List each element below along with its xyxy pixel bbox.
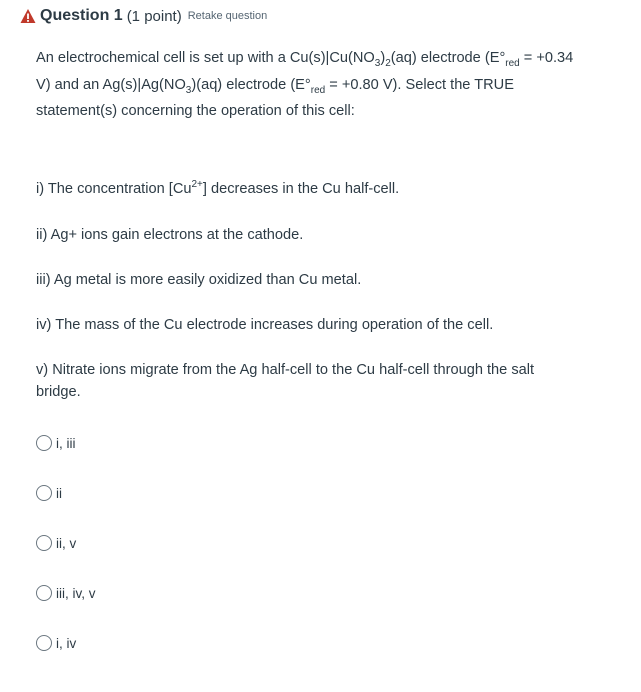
answer-option-2[interactable]	[36, 483, 62, 503]
answer-option-4[interactable]	[36, 583, 96, 603]
stem-line-1: An electrochemical cell is set up with a $Cu(s)|Cu(NO_3)_2(aq)$ electrode ($E^\circ_{red} = +0.34$	[36, 50, 574, 69]
radio-button[interactable]	[36, 485, 52, 501]
option-label: i, iii	[56, 435, 76, 451]
answer-option-1[interactable]	[36, 433, 76, 453]
stem-line-2: V) and an $Ag(s)|Ag(NO_3)(aq)$ electrode ($E^\circ_{red} = +0.80$ V). Select the TRUE	[36, 76, 514, 96]
statement-i: i) The concentration $[Cu^{2+}]$ decreases in the Cu half-cell.	[36, 179, 400, 197]
option-label: iii, iv, v	[56, 585, 96, 601]
radio-button[interactable]	[36, 635, 52, 651]
statement-ii: ii) Ag+ ions gain electrons at the cathode.	[36, 227, 304, 243]
option-label: ii	[56, 485, 62, 501]
statement-iii: iii) Ag metal is more easily oxidized than Cu metal.	[36, 272, 362, 288]
question-points: (1 point)	[126, 7, 182, 25]
question-header	[20, 6, 267, 26]
radio-button[interactable]	[36, 585, 52, 601]
option-label: i, iv	[56, 635, 77, 651]
answer-option-5[interactable]	[36, 633, 76, 653]
radio-button[interactable]	[36, 435, 52, 451]
stem-line-3: statement(s) concerning the operation of this cell:	[36, 103, 355, 119]
statement-v: v) Nitrate ions migrate from the Ag half-cell to the Cu half-cell through the salt bridge.	[36, 362, 535, 400]
answer-option-3[interactable]	[36, 533, 76, 553]
warning-icon	[20, 8, 36, 24]
option-label: ii, v	[56, 535, 77, 551]
statement-iv: iv) The mass of the Cu electrode increases during operation of the cell.	[36, 317, 494, 333]
question-stem	[36, 45, 626, 125]
retake-question-link[interactable]: Retake question	[187, 10, 268, 22]
radio-button[interactable]	[36, 535, 52, 551]
question-title: Question 1	[40, 7, 123, 24]
